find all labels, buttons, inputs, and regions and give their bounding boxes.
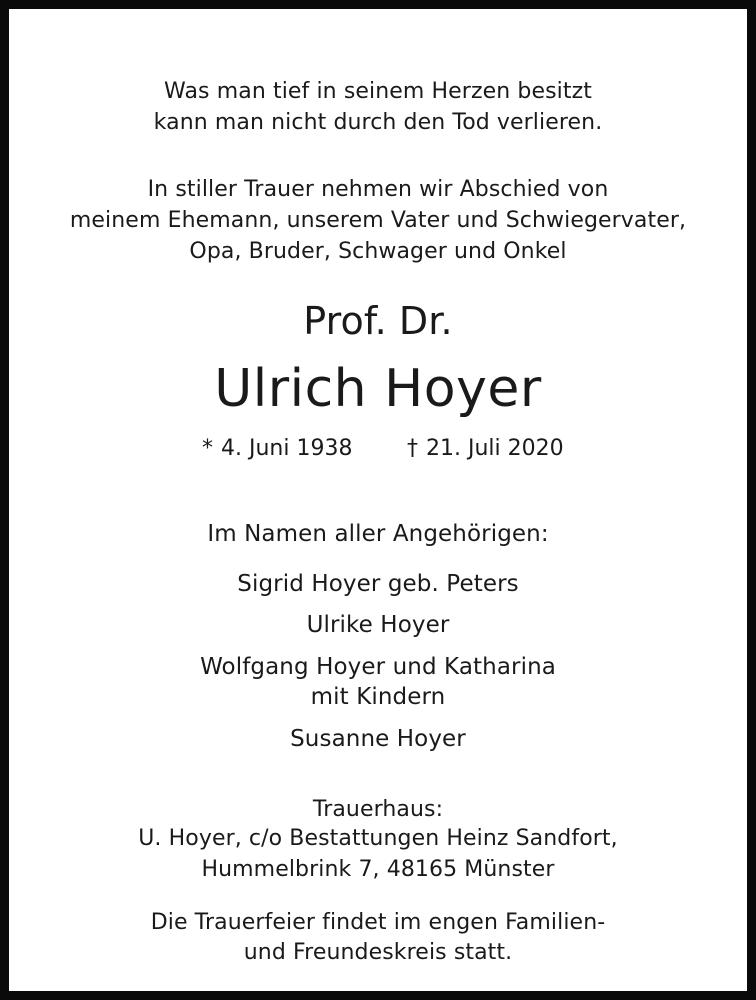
mourners-heading: Im Namen aller Angehörigen: — [207, 521, 549, 547]
ceremony-line-1: Die Trauerfeier findet im engen Familien- — [150, 910, 606, 935]
motto-line-2: kann man nicht durch den Tod verlieren. — [153, 110, 603, 135]
mourner-name: Wolfgang Hoyer und Katharina — [200, 654, 556, 680]
birth-date: 4. Juni 1938 — [221, 436, 353, 461]
birth-date-group — [202, 434, 352, 464]
life-dates — [9, 434, 747, 464]
motto-line-1: Was man tief in seinem Herzen besitzt — [164, 79, 592, 104]
death-cross-icon: † — [407, 436, 418, 461]
death-date-group — [407, 434, 564, 464]
deceased-title: Prof. Dr. — [303, 299, 453, 343]
trauerhaus-address-line-2: Hummelbrink 7, 48165 Münster — [201, 857, 555, 882]
death-date: 21. Juli 2020 — [426, 436, 564, 461]
trauerhaus-label: Trauerhaus: — [312, 797, 444, 822]
mourner-name: Ulrike Hoyer — [306, 612, 450, 638]
mourner-name-continued: mit Kindern — [310, 684, 446, 710]
ceremony-line-2: und Freundeskreis statt. — [243, 940, 513, 965]
deceased-name: Ulrich Hoyer — [214, 359, 542, 419]
trauerhaus-address-line-1: U. Hoyer, c/o Bestattungen Heinz Sandfort, — [138, 826, 618, 851]
intro-line-3: Opa, Bruder, Schwager und Onkel — [189, 239, 567, 264]
mourner-name: Susanne Hoyer — [290, 726, 466, 752]
intro-line-1: In stiller Trauer nehmen wir Abschied von — [147, 177, 609, 202]
mourner-name: Sigrid Hoyer geb. Peters — [237, 571, 519, 597]
birth-star-icon: * — [202, 436, 213, 461]
intro-line-2: meinem Ehemann, unserem Vater und Schwiegervater, — [69, 208, 687, 233]
